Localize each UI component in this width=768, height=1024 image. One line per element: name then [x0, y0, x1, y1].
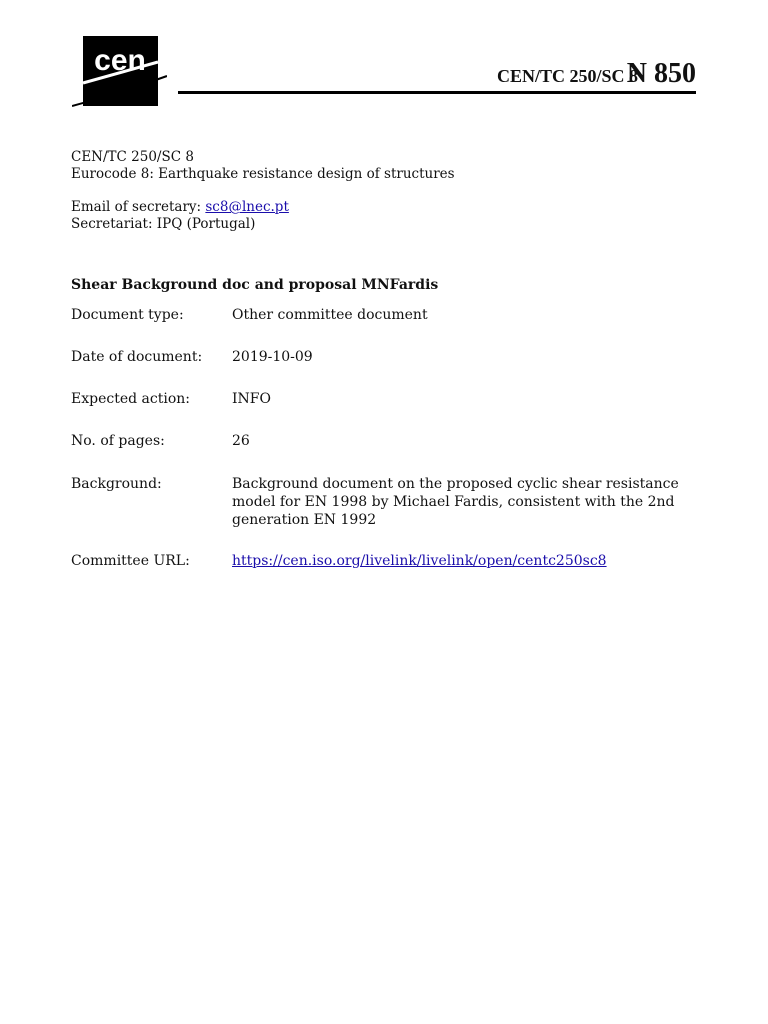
field-value: INFO	[232, 391, 271, 407]
document-number: N 850	[626, 58, 696, 89]
field-label: Expected action:	[71, 391, 190, 407]
committee-url-link[interactable]: https://cen.iso.org/livelink/livelink/open/centc250sc8	[232, 553, 607, 569]
email-label: Email of secretary:	[71, 199, 202, 215]
secretary-email-link[interactable]: sc8@lnec.pt	[205, 199, 289, 215]
cen-logo-text: cen	[94, 44, 146, 77]
header-rule	[178, 91, 696, 94]
field-label: Background:	[71, 476, 162, 492]
secretariat: Secretariat: IPQ (Portugal)	[71, 216, 256, 232]
field-value: 2019-10-09	[232, 349, 313, 365]
committee-block	[71, 149, 455, 183]
email-line	[71, 199, 289, 216]
committee-name: CEN/TC 250/SC 8	[71, 149, 194, 165]
field-label: Committee URL:	[71, 553, 190, 569]
committee-code: CEN/TC 250/SC 8	[496, 66, 638, 86]
committee-title: Eurocode 8: Earthquake resistance design of structures	[71, 166, 455, 182]
field-label: Date of document:	[71, 349, 203, 365]
field-label: Document type:	[71, 307, 184, 323]
contact-block	[71, 199, 289, 233]
field-value: 26	[232, 433, 250, 449]
field-value: Background document on the proposed cyclic shear resistance model for EN 1998 by Michael Fardis, consistent with the 2nd generation EN 1992	[232, 476, 679, 528]
field-value: Other committee document	[232, 307, 428, 323]
cen-logo	[72, 36, 167, 108]
field-label: No. of pages:	[71, 433, 165, 449]
document-title: Shear Background doc and proposal MNFardis	[71, 277, 439, 293]
